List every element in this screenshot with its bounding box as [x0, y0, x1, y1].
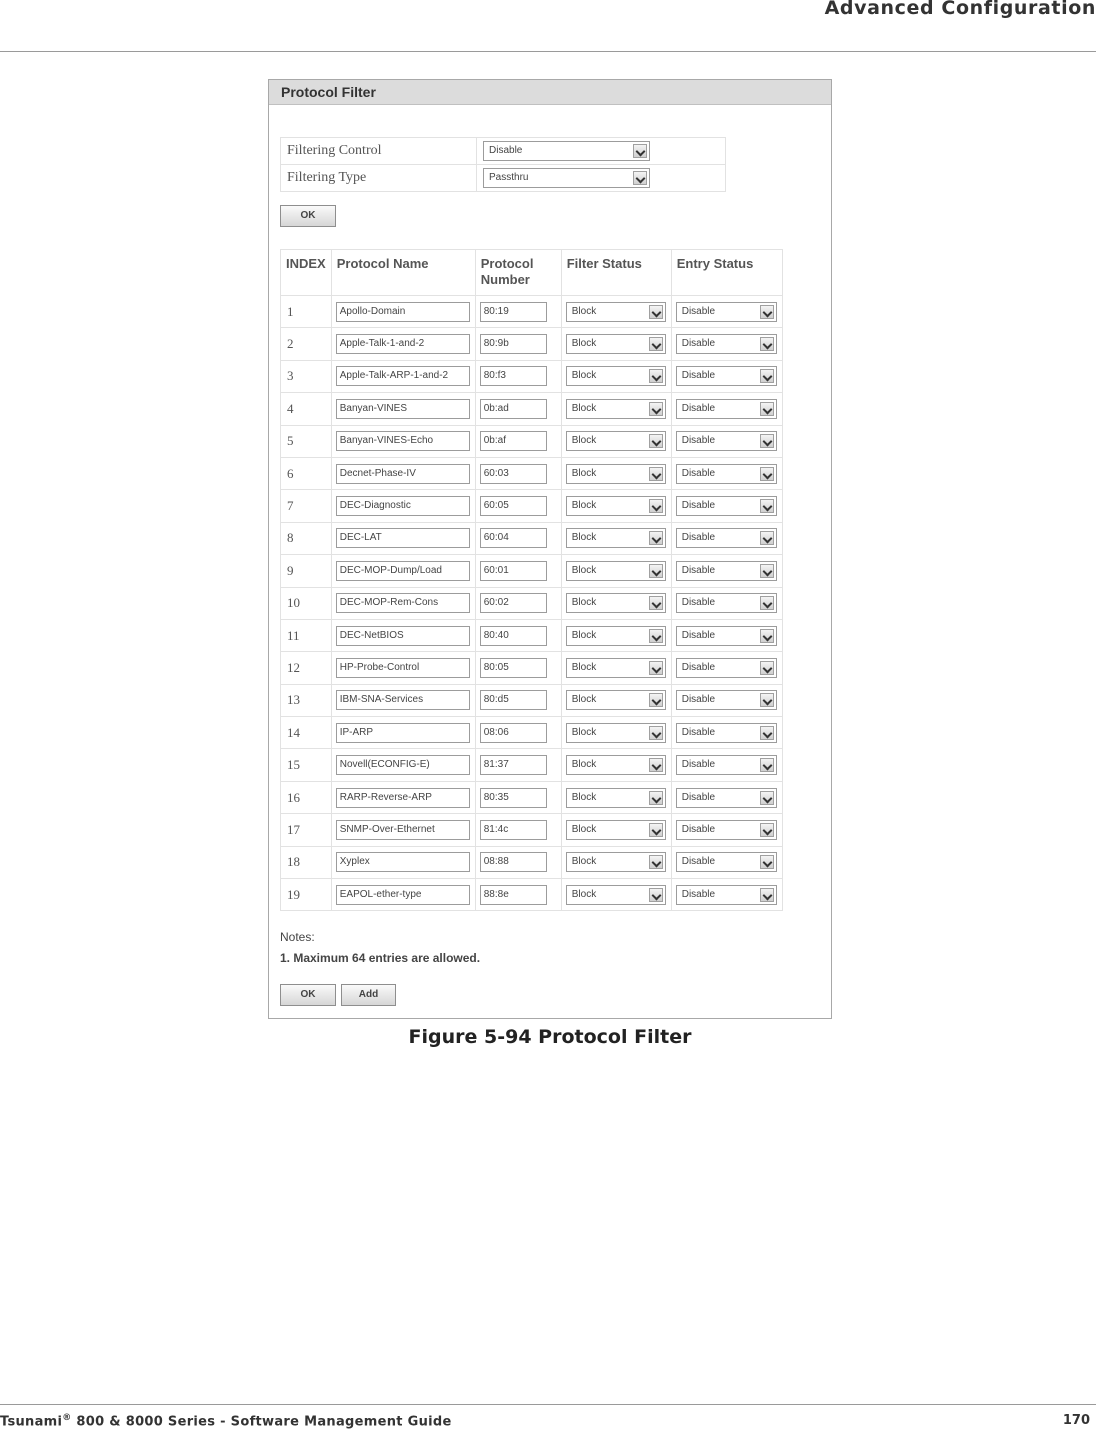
protocol-number-input[interactable]: 0b:ad: [480, 399, 547, 419]
row-index: 10: [281, 587, 332, 619]
filter-status-value: Block: [571, 532, 597, 544]
chevron-down-icon[interactable]: [649, 369, 663, 383]
entry-status-value: Disable: [681, 791, 716, 803]
chevron-down-icon[interactable]: [649, 791, 663, 805]
filter-status-value: Block: [571, 823, 597, 835]
chevron-down-icon[interactable]: [649, 337, 663, 351]
entry-status-value: Disable: [681, 759, 716, 771]
filtering-control-cell: [477, 138, 726, 165]
filtering-control-value: Disable: [489, 145, 523, 156]
note-item: 1. Maximum 64 entries are allowed.: [280, 951, 481, 965]
entry-status-value: Disable: [681, 823, 716, 835]
column-header-filter-status: Filter Status: [561, 250, 671, 296]
filtering-type-label: Filtering Type: [281, 165, 477, 192]
filter-status-select[interactable]: [566, 334, 666, 354]
chevron-down-icon[interactable]: [649, 305, 663, 319]
entry-status-value: Disable: [681, 597, 716, 609]
protocol-number-input[interactable]: 80:19: [480, 302, 547, 322]
column-header-index: INDEX: [281, 250, 332, 296]
filter-status-value: Block: [571, 759, 597, 771]
entry-status-value: Disable: [681, 856, 716, 868]
filtering-control-row: [281, 138, 726, 165]
chevron-down-icon[interactable]: [760, 726, 774, 740]
filter-status-value: Block: [571, 402, 597, 414]
protocol-number-input[interactable]: 80:d5: [480, 690, 547, 710]
chevron-down-icon[interactable]: [760, 434, 774, 448]
chevron-down-icon[interactable]: [760, 337, 774, 351]
protocol-name-input[interactable]: IBM-SNA-Services: [336, 690, 470, 710]
ok-button-bottom[interactable]: OK: [280, 984, 336, 1006]
entry-status-select[interactable]: [676, 366, 777, 386]
protocol-name-input[interactable]: Apollo-Domain: [336, 302, 470, 322]
filter-status-value: Block: [571, 888, 597, 900]
filter-status-select[interactable]: [566, 561, 666, 581]
chevron-down-icon[interactable]: [649, 467, 663, 481]
protocol-number-input[interactable]: 60:05: [480, 496, 547, 516]
filtering-control-label: Filtering Control: [281, 138, 477, 165]
protocol-name-input[interactable]: Xyplex: [336, 852, 470, 872]
entry-status-select[interactable]: [676, 723, 777, 743]
filter-status-select[interactable]: [566, 885, 666, 905]
filter-status-value: Block: [571, 694, 597, 706]
filter-status-value: Block: [571, 435, 597, 447]
chevron-down-icon[interactable]: [649, 888, 663, 902]
filter-status-select[interactable]: [566, 593, 666, 613]
filter-status-value: Block: [571, 856, 597, 868]
entry-status-value: Disable: [681, 694, 716, 706]
table-row: [281, 555, 783, 587]
filter-status-select[interactable]: [566, 658, 666, 678]
filter-status-select[interactable]: [566, 464, 666, 484]
table-row: [281, 879, 783, 911]
footer-series: 800 & 8000 Series - Software Management Guide: [71, 1414, 452, 1429]
chevron-down-icon[interactable]: [760, 888, 774, 902]
entry-status-select[interactable]: [676, 528, 777, 548]
entry-status-value: Disable: [681, 435, 716, 447]
chevron-down-icon[interactable]: [633, 171, 647, 185]
entry-status-select[interactable]: [676, 561, 777, 581]
chevron-down-icon[interactable]: [649, 661, 663, 675]
chevron-down-icon[interactable]: [649, 823, 663, 837]
protocol-name-input[interactable]: DEC-MOP-Dump/Load: [336, 561, 470, 581]
protocol-name-input[interactable]: RARP-Reverse-ARP: [336, 788, 470, 808]
row-index: 15: [281, 749, 332, 781]
figure-caption: Figure 5-94 Protocol Filter: [408, 1026, 692, 1048]
chevron-down-icon[interactable]: [649, 564, 663, 578]
chevron-down-icon[interactable]: [760, 531, 774, 545]
protocol-name-input[interactable]: EAPOL-ether-type: [336, 885, 470, 905]
row-index: 19: [281, 879, 332, 911]
filter-status-select[interactable]: [566, 690, 666, 710]
chevron-down-icon[interactable]: [760, 629, 774, 643]
entry-status-value: Disable: [681, 467, 716, 479]
row-index: 17: [281, 814, 332, 846]
entry-status-value: Disable: [681, 629, 716, 641]
row-index: 7: [281, 490, 332, 522]
protocol-table-header: [281, 250, 783, 296]
entry-status-select[interactable]: [676, 593, 777, 613]
row-index: 16: [281, 781, 332, 813]
protocol-number-input[interactable]: 60:01: [480, 561, 547, 581]
row-index: 9: [281, 555, 332, 587]
entry-status-select[interactable]: [676, 755, 777, 775]
filtering-type-cell: [477, 165, 726, 192]
footer-product: Tsunami: [0, 1414, 63, 1429]
add-button[interactable]: Add: [341, 984, 396, 1006]
protocol-name-input[interactable]: DEC-Diagnostic: [336, 496, 470, 516]
entry-status-select[interactable]: [676, 302, 777, 322]
chevron-down-icon[interactable]: [649, 434, 663, 448]
protocol-name-input[interactable]: SNMP-Over-Ethernet: [336, 820, 470, 840]
table-row: [281, 393, 783, 425]
row-index: 3: [281, 360, 332, 392]
footer-title: [0, 1413, 452, 1429]
filter-status-value: Block: [571, 338, 597, 350]
chevron-down-icon[interactable]: [760, 791, 774, 805]
entry-status-select[interactable]: [676, 496, 777, 516]
chevron-down-icon[interactable]: [760, 564, 774, 578]
table-row: [281, 749, 783, 781]
filter-status-select[interactable]: [566, 366, 666, 386]
row-index: 6: [281, 457, 332, 489]
chevron-down-icon[interactable]: [760, 596, 774, 610]
table-row: [281, 296, 783, 328]
chevron-down-icon[interactable]: [760, 467, 774, 481]
protocol-name-input[interactable]: DEC-NetBIOS: [336, 626, 470, 646]
chevron-down-icon[interactable]: [649, 693, 663, 707]
filter-status-select[interactable]: [566, 626, 666, 646]
ok-button-top[interactable]: OK: [280, 205, 336, 227]
table-row: [281, 781, 783, 813]
filter-status-value: Block: [571, 564, 597, 576]
protocol-table: [280, 249, 783, 911]
table-row: [281, 328, 783, 360]
protocol-number-input[interactable]: 80:f3: [480, 366, 547, 386]
protocol-name-input[interactable]: DEC-MOP-Rem-Cons: [336, 593, 470, 613]
table-row: [281, 360, 783, 392]
protocol-name-input[interactable]: Apple-Talk-1-and-2: [336, 334, 470, 354]
filter-status-value: Block: [571, 370, 597, 382]
chevron-down-icon[interactable]: [760, 305, 774, 319]
chevron-down-icon[interactable]: [760, 499, 774, 513]
protocol-filter-panel: [268, 79, 832, 1019]
protocol-name-input[interactable]: Apple-Talk-ARP-1-and-2: [336, 366, 470, 386]
entry-status-select[interactable]: [676, 788, 777, 808]
protocol-number-input[interactable]: 0b:af: [480, 431, 547, 451]
filter-status-value: Block: [571, 661, 597, 673]
row-index: 1: [281, 296, 332, 328]
chevron-down-icon[interactable]: [760, 823, 774, 837]
table-row: [281, 814, 783, 846]
table-row: [281, 522, 783, 554]
entry-status-select[interactable]: [676, 820, 777, 840]
filtering-control-select[interactable]: [483, 141, 650, 161]
filter-status-value: Block: [571, 500, 597, 512]
chevron-down-icon[interactable]: [649, 531, 663, 545]
chevron-down-icon[interactable]: [649, 499, 663, 513]
protocol-number-input[interactable]: 81:4c: [480, 820, 547, 840]
table-row: [281, 425, 783, 457]
column-header-entry-status: Entry Status: [671, 250, 782, 296]
protocol-number-input[interactable]: 60:04: [480, 528, 547, 548]
filter-status-value: Block: [571, 597, 597, 609]
entry-status-value: Disable: [681, 888, 716, 900]
entry-status-select[interactable]: [676, 885, 777, 905]
chevron-down-icon[interactable]: [649, 758, 663, 772]
column-header-protocol-name: Protocol Name: [331, 250, 475, 296]
filter-status-value: Block: [571, 467, 597, 479]
protocol-number-input[interactable]: 08:88: [480, 852, 547, 872]
entry-status-select[interactable]: [676, 658, 777, 678]
table-row: [281, 619, 783, 651]
row-index: 2: [281, 328, 332, 360]
entry-status-value: Disable: [681, 564, 716, 576]
row-index: 8: [281, 522, 332, 554]
page-number: 170: [1062, 1413, 1090, 1428]
entry-status-value: Disable: [681, 661, 716, 673]
protocol-name-input[interactable]: Novell(ECONFIG-E): [336, 755, 470, 775]
row-index: 11: [281, 619, 332, 651]
chevron-down-icon[interactable]: [649, 402, 663, 416]
filter-status-value: Block: [571, 629, 597, 641]
filtering-type-row: [281, 165, 726, 192]
protocol-number-input[interactable]: 08:06: [480, 723, 547, 743]
chevron-down-icon[interactable]: [760, 855, 774, 869]
table-row: [281, 652, 783, 684]
registered-mark: ®: [62, 1413, 72, 1423]
chevron-down-icon[interactable]: [760, 369, 774, 383]
protocol-name-input[interactable]: DEC-LAT: [336, 528, 470, 548]
row-index: 5: [281, 425, 332, 457]
chevron-down-icon[interactable]: [649, 629, 663, 643]
entry-status-select[interactable]: [676, 852, 777, 872]
filtering-type-select[interactable]: [483, 168, 650, 188]
protocol-number-input[interactable]: 80:9b: [480, 334, 547, 354]
filter-status-value: Block: [571, 791, 597, 803]
filter-status-select[interactable]: [566, 302, 666, 322]
panel-title: Protocol Filter: [269, 80, 831, 105]
entry-status-value: Disable: [681, 532, 716, 544]
entry-status-value: Disable: [681, 305, 716, 317]
row-index: 12: [281, 652, 332, 684]
entry-status-value: Disable: [681, 500, 716, 512]
column-header-protocol-number: Protocol Number: [475, 250, 561, 296]
filter-status-select[interactable]: [566, 723, 666, 743]
entry-status-select[interactable]: [676, 690, 777, 710]
filter-status-select[interactable]: [566, 820, 666, 840]
filter-status-value: Block: [571, 726, 597, 738]
protocol-name-input[interactable]: Banyan-VINES: [336, 399, 470, 419]
chevron-down-icon[interactable]: [760, 693, 774, 707]
protocol-number-input[interactable]: 80:40: [480, 626, 547, 646]
protocol-number-input[interactable]: 60:03: [480, 464, 547, 484]
page-footer: [0, 1404, 1096, 1429]
filter-status-select[interactable]: [566, 852, 666, 872]
protocol-number-input[interactable]: 88:8e: [480, 885, 547, 905]
table-row: [281, 457, 783, 489]
entry-status-value: Disable: [681, 338, 716, 350]
protocol-name-input[interactable]: Banyan-VINES-Echo: [336, 431, 470, 451]
entry-status-value: Disable: [681, 402, 716, 414]
chevron-down-icon[interactable]: [649, 596, 663, 610]
protocol-name-input[interactable]: HP-Probe-Control: [336, 658, 470, 678]
table-row: [281, 587, 783, 619]
chevron-down-icon[interactable]: [760, 661, 774, 675]
protocol-number-input[interactable]: 60:02: [480, 593, 547, 613]
protocol-number-input[interactable]: 80:35: [480, 788, 547, 808]
chevron-down-icon[interactable]: [760, 758, 774, 772]
table-row: [281, 490, 783, 522]
protocol-name-input[interactable]: IP-ARP: [336, 723, 470, 743]
entry-status-select[interactable]: [676, 464, 777, 484]
entry-status-select[interactable]: [676, 334, 777, 354]
entry-status-select[interactable]: [676, 431, 777, 451]
entry-status-select[interactable]: [676, 626, 777, 646]
row-index: 4: [281, 393, 332, 425]
filter-status-select[interactable]: [566, 528, 666, 548]
protocol-number-input[interactable]: 80:05: [480, 658, 547, 678]
chevron-down-icon[interactable]: [649, 855, 663, 869]
chevron-down-icon[interactable]: [633, 144, 647, 158]
filter-status-select[interactable]: [566, 399, 666, 419]
chevron-down-icon[interactable]: [760, 402, 774, 416]
entry-status-select[interactable]: [676, 399, 777, 419]
page-header: [0, 0, 1096, 52]
entry-status-value: Disable: [681, 726, 716, 738]
notes-section: [280, 930, 480, 972]
notes-title: Notes:: [280, 930, 315, 944]
filter-status-select[interactable]: [566, 788, 666, 808]
protocol-number-input[interactable]: 81:37: [480, 755, 547, 775]
row-index: 13: [281, 684, 332, 716]
filter-settings-table: [280, 137, 726, 192]
page-header-title: Advanced Configuration: [824, 0, 1096, 19]
protocol-name-input[interactable]: Decnet-Phase-IV: [336, 464, 470, 484]
entry-status-value: Disable: [681, 370, 716, 382]
chevron-down-icon[interactable]: [649, 726, 663, 740]
table-row: [281, 846, 783, 878]
filter-status-select[interactable]: [566, 431, 666, 451]
table-row: [281, 717, 783, 749]
filter-status-select[interactable]: [566, 755, 666, 775]
filter-status-value: Block: [571, 305, 597, 317]
row-index: 14: [281, 717, 332, 749]
filter-status-select[interactable]: [566, 496, 666, 516]
row-index: 18: [281, 846, 332, 878]
table-row: [281, 684, 783, 716]
filtering-type-value: Passthru: [489, 172, 529, 183]
